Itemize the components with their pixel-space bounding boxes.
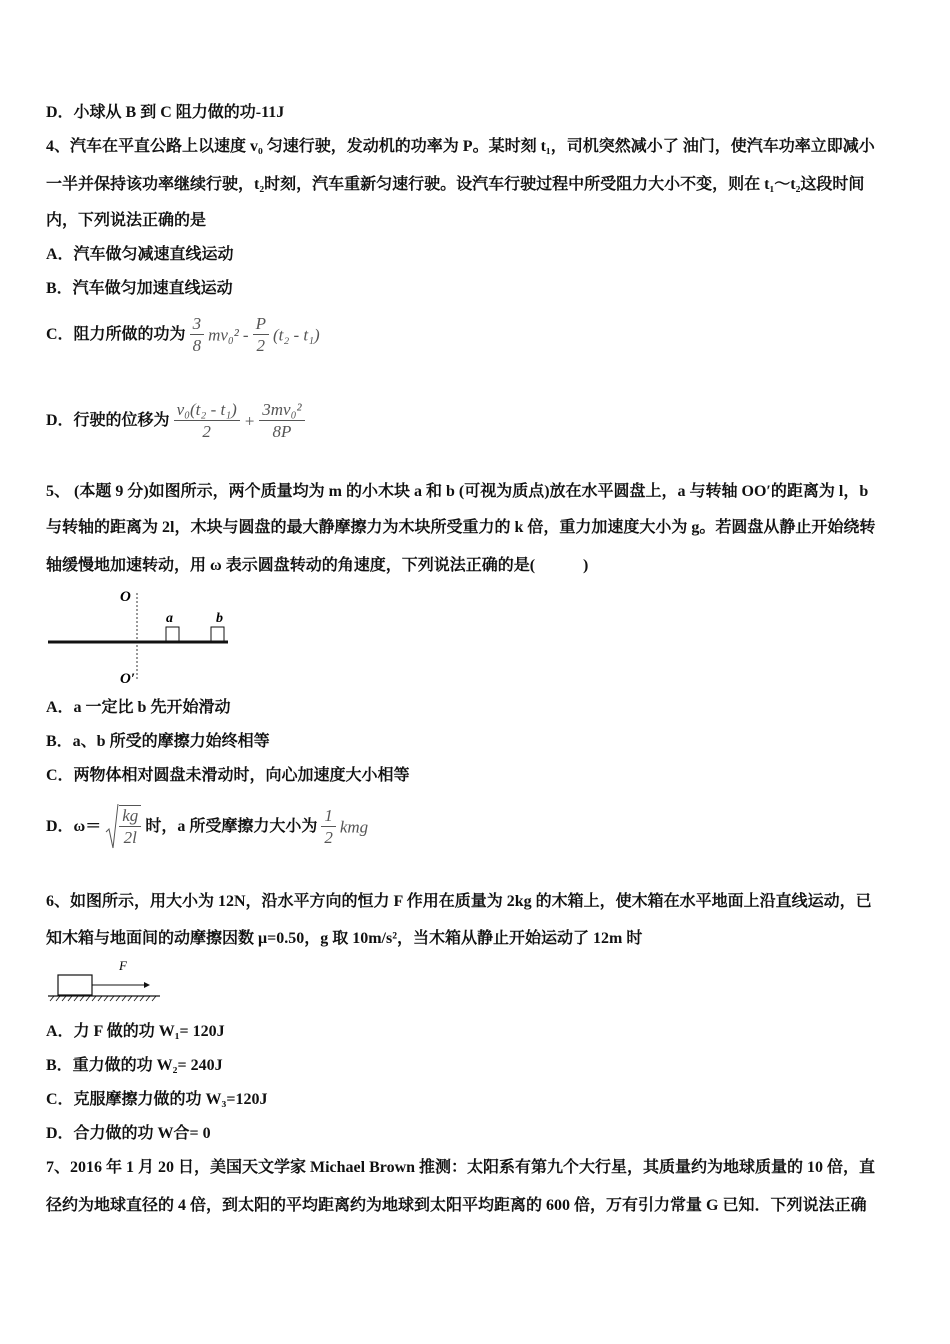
- block-b: [211, 627, 224, 641]
- q6-stem-line-2: 知木箱与地面间的动摩擦因数 μ=0.50，g 取 10m/s²，当木箱从静止开始运动了 12m 时: [46, 930, 643, 947]
- frac-num: 1: [321, 806, 336, 827]
- fig-label-o: O: [120, 589, 131, 605]
- q4-stem-line-1: 4、汽车在平直公路上以速度 v₀ 匀速行驶，发动机的功率为 P。某时刻 t₁，司机突然减小了 油门，使汽车功率立即减小: [46, 138, 875, 155]
- q6-option-c: C．克服摩擦力做的功 W₃=120J: [46, 1091, 268, 1108]
- frac-num: v₀(t₂ - t₁): [174, 400, 240, 421]
- frac-den: 2: [256, 335, 266, 355]
- q5-option-d-tail: kmg: [339, 817, 369, 837]
- block-a: [166, 627, 179, 641]
- q6-option-a: A．力 F 做的功 W₁= 120J: [46, 1023, 225, 1040]
- q4-option-b: B．汽车做匀加速直线运动: [46, 280, 233, 297]
- frac-num: 3mv₀²: [259, 400, 304, 421]
- sqrt-frac: [119, 805, 141, 849]
- q7-stem-line-1: 7、2016 年 1 月 20 日，美国天文学家 Michael Brown 推测：太阳系有第九个大行星，其质量约为地球质量的 10 倍，直: [46, 1159, 876, 1176]
- arrow-head-icon: [144, 982, 150, 988]
- q6-box-figure: [44, 956, 166, 1004]
- wooden-box: [58, 975, 92, 995]
- q4-option-c-label: C．阻力所做的功为: [46, 326, 186, 343]
- q4-option-c-frac-2: [253, 314, 269, 357]
- q4-option-c: [46, 312, 320, 358]
- q4-option-c-minus: -: [242, 325, 249, 345]
- q5-option-c: C．两物体相对圆盘未滑动时，向心加速度大小相等: [46, 767, 410, 784]
- q7-stem-line-2: 径约为地球直径的 4 倍，到太阳的平均距离约为地球到太阳平均距离的 600 倍，万有引力常量 G 已知．下列说法正确: [46, 1197, 867, 1214]
- q5-stem-line-1: 5、 (本题 9 分)如图所示，两个质量均为 m 的小木块 a 和 b (可视为质点)放在水平圆盘上，a 与转轴 OO′的距离为 l，b: [46, 483, 869, 500]
- sqrt-expression: [105, 802, 141, 852]
- q4-option-d-plus: +: [243, 411, 256, 431]
- frac-num: 3: [190, 314, 205, 335]
- q4-stem-line-2: 一半并保持该功率继续行驶，t₂时刻，汽车重新匀速行驶。设汽车行驶过程中所受阻力大小不变，则在 t₁～t₂这段时间: [46, 176, 865, 193]
- q5-option-a: A．a 一定比 b 先开始滑动: [46, 699, 231, 716]
- q4-option-c-tail: (t₂ - t₁): [272, 325, 320, 345]
- q6-stem-line-1: 6、如图所示，用大小为 12N，沿水平方向的恒力 F 作用在质量为 2kg 的木箱上，使木箱在水平地面上沿直线运动，已: [46, 893, 872, 910]
- q5-stem-line-2: 与转轴的距离为 2l，木块与圆盘的最大静摩擦力为木块所受重力的 k 倍，重力加速度大小为 g。若圆盘从静止开始绕转: [46, 519, 876, 536]
- q4-option-a: A．汽车做匀减速直线运动: [46, 246, 234, 263]
- fig-label-a: a: [166, 611, 173, 626]
- q5-option-d-mid: 时，a 所受摩擦力大小为: [145, 818, 318, 835]
- q4-option-d-label: D．行驶的位移为: [46, 412, 170, 429]
- q5-option-d: [46, 802, 368, 852]
- q6-option-d: D．合力做的功 W合= 0: [46, 1125, 211, 1142]
- q4-option-c-term-1: mv₀²: [208, 325, 239, 345]
- frac-den: 8: [192, 335, 202, 355]
- q5-option-d-frac: [321, 806, 336, 849]
- q4-stem-line-3: 内，下列说法正确的是: [46, 212, 207, 229]
- q4-option-c-frac-1: [190, 314, 205, 357]
- q5-option-b: B．a、b 所受的摩擦力始终相等: [46, 733, 270, 750]
- q4-option-d-frac-2: [259, 400, 304, 443]
- fig-label-f: F: [119, 958, 127, 973]
- fig-label-o-prime: O′: [120, 671, 136, 687]
- q5-stem-line-3: 轴缓慢地加速转动，用 ω 表示圆盘转动的角速度，下列说法正确的是( ): [46, 557, 589, 574]
- frac-den: 2l: [123, 828, 137, 848]
- q4-option-d: [46, 398, 305, 444]
- q3-option-d: D．小球从 B 到 C 阻力做的功-11J: [46, 104, 285, 121]
- fig-label-b: b: [216, 611, 223, 626]
- frac-num: P: [253, 314, 269, 335]
- q4-option-d-frac-1: [174, 400, 240, 443]
- ground-hatching: [50, 996, 156, 1001]
- q5-option-d-label: D．ω＝: [46, 818, 102, 835]
- q5-disc-figure: [40, 585, 240, 687]
- q6-option-b: B．重力做的功 W₂= 240J: [46, 1057, 223, 1074]
- frac-den: 8P: [272, 421, 292, 441]
- frac-den: 2: [202, 421, 211, 441]
- frac-den: 2: [324, 827, 333, 847]
- radical-sign-icon: [105, 802, 119, 852]
- frac-num: kg: [119, 806, 141, 827]
